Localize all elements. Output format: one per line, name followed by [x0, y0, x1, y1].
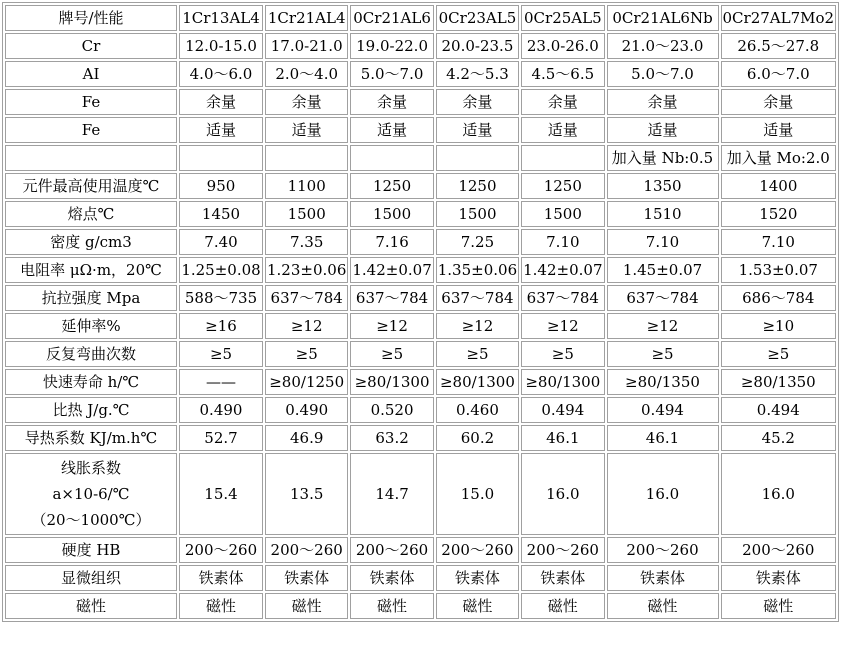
table-cell: 适量: [179, 117, 263, 143]
row-label: 熔点℃: [5, 201, 177, 227]
table-row: [5, 201, 836, 227]
table-cell: 铁素体: [607, 565, 719, 591]
table-cell: 磁性: [436, 593, 519, 619]
table-cell: 铁素体: [265, 565, 348, 591]
table-cell: 1400: [721, 173, 837, 199]
table-row: [5, 145, 836, 171]
table-cell: 200～260: [350, 537, 433, 563]
table-cell: 适量: [607, 117, 719, 143]
table-cell: 余量: [265, 89, 348, 115]
table-cell: ——: [179, 369, 263, 395]
table-cell: ≥80/1300: [521, 369, 604, 395]
table-cell: 适量: [265, 117, 348, 143]
table-cell: 6.0～7.0: [721, 61, 837, 87]
table-cell: 适量: [350, 117, 433, 143]
table-cell: 52.7: [179, 425, 263, 451]
table-cell: 26.5～27.8: [721, 33, 837, 59]
expansion-row: [5, 453, 836, 535]
table-cell: 1250: [436, 173, 519, 199]
table-cell: 588～735: [179, 285, 263, 311]
table-cell: ≥5: [436, 341, 519, 367]
table-cell: 余量: [521, 89, 604, 115]
table-cell: 23.0-26.0: [521, 33, 604, 59]
row-label: 元件最高使用温度℃: [5, 173, 177, 199]
row-label: 电阻率 μΩ·m，20℃: [5, 257, 177, 283]
table-cell: 0.460: [436, 397, 519, 423]
table-cell: 16.0: [521, 453, 604, 535]
table-cell: 4.0～6.0: [179, 61, 263, 87]
table-cell: 铁素体: [350, 565, 433, 591]
table-cell: 637～784: [265, 285, 348, 311]
table-cell: 余量: [721, 89, 837, 115]
table-cell: 0.494: [721, 397, 837, 423]
table-row: [5, 285, 836, 311]
grade-header: 0Cr25AL5: [521, 5, 604, 31]
row-label: 导热系数 KJ/m.h℃: [5, 425, 177, 451]
table-cell: ≥5: [265, 341, 348, 367]
table-cell: 磁性: [607, 593, 719, 619]
table-cell: 适量: [721, 117, 837, 143]
table-cell: 1500: [436, 201, 519, 227]
table-cell: 4.2～5.3: [436, 61, 519, 87]
table-row: [5, 61, 836, 87]
table-cell: 1.35±0.06: [436, 257, 519, 283]
row-label: 反复弯曲次数: [5, 341, 177, 367]
table-cell: 200～260: [521, 537, 604, 563]
table-cell: [521, 145, 604, 171]
row-label: [5, 453, 177, 535]
table-cell: 200～260: [436, 537, 519, 563]
spec-table-wrapper: [2, 2, 839, 622]
table-cell: 磁性: [521, 593, 604, 619]
table-cell: ≥12: [521, 313, 604, 339]
table-row: [5, 593, 836, 619]
table-cell: ≥80/1350: [607, 369, 719, 395]
table-cell: 1500: [350, 201, 433, 227]
table-cell: [350, 145, 433, 171]
table-cell: 46.9: [265, 425, 348, 451]
table-cell: 1.25±0.08: [179, 257, 263, 283]
table-cell: 0.490: [179, 397, 263, 423]
grade-header: 1Cr21AL4: [265, 5, 348, 31]
row-label: 显微组织: [5, 565, 177, 591]
row-label: 硬度 HB: [5, 537, 177, 563]
table-cell: 铁素体: [179, 565, 263, 591]
table-cell: 余量: [179, 89, 263, 115]
table-cell: 7.16: [350, 229, 433, 255]
table-cell: 637～784: [607, 285, 719, 311]
grade-header: 0Cr23AL5: [436, 5, 519, 31]
table-cell: 16.0: [721, 453, 837, 535]
table-cell: ≥10: [721, 313, 837, 339]
table-cell: 4.5～6.5: [521, 61, 604, 87]
table-cell: 1.45±0.07: [607, 257, 719, 283]
table-cell: 0.490: [265, 397, 348, 423]
table-cell: 7.10: [521, 229, 604, 255]
table-cell: 加入量 Nb:0.5: [607, 145, 719, 171]
table-cell: 12.0-15.0: [179, 33, 263, 59]
table-cell: ≥5: [721, 341, 837, 367]
table-cell: 1510: [607, 201, 719, 227]
table-cell: 余量: [607, 89, 719, 115]
table-row: [5, 313, 836, 339]
header-label: 牌号/性能: [5, 5, 177, 31]
row-label: 密度 g/cm3: [5, 229, 177, 255]
table-cell: 45.2: [721, 425, 837, 451]
table-cell: 7.35: [265, 229, 348, 255]
table-cell: 63.2: [350, 425, 433, 451]
table-cell: 637～784: [521, 285, 604, 311]
table-row: [5, 565, 836, 591]
row-label: AI: [5, 61, 177, 87]
table-cell: ≥80/1300: [436, 369, 519, 395]
table-cell: 5.0～7.0: [350, 61, 433, 87]
table-row: [5, 117, 836, 143]
row-label: Fe: [5, 89, 177, 115]
grade-header: 0Cr27AL7Mo2: [721, 5, 837, 31]
table-row: [5, 229, 836, 255]
table-row: [5, 425, 836, 451]
table-cell: ≥12: [265, 313, 348, 339]
table-cell: 15.0: [436, 453, 519, 535]
table-cell: 15.4: [179, 453, 263, 535]
alloy-spec-table: [2, 2, 839, 622]
table-cell: 14.7: [350, 453, 433, 535]
table-cell: 21.0～23.0: [607, 33, 719, 59]
table-cell: ≥80/1250: [265, 369, 348, 395]
table-cell: 60.2: [436, 425, 519, 451]
header-row: [5, 5, 836, 31]
grade-header: 0Cr21AL6Nb: [607, 5, 719, 31]
table-cell: 1.42±0.07: [521, 257, 604, 283]
grade-header: 1Cr13AL4: [179, 5, 263, 31]
table-cell: [265, 145, 348, 171]
table-row: [5, 257, 836, 283]
table-cell: 1520: [721, 201, 837, 227]
table-cell: 1.53±0.07: [721, 257, 837, 283]
row-label: 比热 J/g.℃: [5, 397, 177, 423]
table-cell: 余量: [350, 89, 433, 115]
table-cell: 1.23±0.06: [265, 257, 348, 283]
row-label: [5, 145, 177, 171]
table-cell: 0.520: [350, 397, 433, 423]
table-cell: 16.0: [607, 453, 719, 535]
table-row: [5, 397, 836, 423]
row-label: 快速寿命 h/℃: [5, 369, 177, 395]
table-cell: 1350: [607, 173, 719, 199]
table-row: [5, 173, 836, 199]
table-cell: [436, 145, 519, 171]
table-cell: 1250: [350, 173, 433, 199]
table-cell: 1250: [521, 173, 604, 199]
table-cell: 46.1: [607, 425, 719, 451]
table-cell: 1500: [265, 201, 348, 227]
table-cell: 637～784: [436, 285, 519, 311]
table-cell: ≥5: [607, 341, 719, 367]
table-cell: 磁性: [179, 593, 263, 619]
table-cell: ≥16: [179, 313, 263, 339]
table-cell: ≥80/1300: [350, 369, 433, 395]
table-cell: 7.10: [721, 229, 837, 255]
row-label-line: a×10-6/℃: [52, 485, 130, 503]
table-cell: 19.0-22.0: [350, 33, 433, 59]
table-cell: 磁性: [721, 593, 837, 619]
table-cell: 铁素体: [436, 565, 519, 591]
table-cell: [179, 145, 263, 171]
table-cell: 1.42±0.07: [350, 257, 433, 283]
table-cell: 0.494: [521, 397, 604, 423]
table-row: [5, 341, 836, 367]
table-cell: 17.0-21.0: [265, 33, 348, 59]
table-cell: 13.5: [265, 453, 348, 535]
table-cell: 950: [179, 173, 263, 199]
table-cell: ≥80/1350: [721, 369, 837, 395]
table-cell: 1100: [265, 173, 348, 199]
table-cell: 7.40: [179, 229, 263, 255]
table-cell: 200～260: [607, 537, 719, 563]
table-cell: 余量: [436, 89, 519, 115]
table-cell: 加入量 Mo:2.0: [721, 145, 837, 171]
table-cell: 2.0～4.0: [265, 61, 348, 87]
table-cell: 适量: [521, 117, 604, 143]
grade-header: 0Cr21AL6: [350, 5, 433, 31]
table-row: [5, 537, 836, 563]
table-row: [5, 369, 836, 395]
table-row: [5, 89, 836, 115]
table-cell: 磁性: [350, 593, 433, 619]
table-cell: 适量: [436, 117, 519, 143]
table-cell: 5.0～7.0: [607, 61, 719, 87]
table-cell: 1450: [179, 201, 263, 227]
table-cell: 200～260: [265, 537, 348, 563]
table-cell: 7.10: [607, 229, 719, 255]
row-label-line: （20～1000℃）: [31, 511, 151, 529]
row-label: Cr: [5, 33, 177, 59]
table-cell: 7.25: [436, 229, 519, 255]
table-cell: 200～260: [179, 537, 263, 563]
row-label: 抗拉强度 Mpa: [5, 285, 177, 311]
row-label: Fe: [5, 117, 177, 143]
table-cell: 铁素体: [721, 565, 837, 591]
table-cell: 637～784: [350, 285, 433, 311]
row-label: 延伸率%: [5, 313, 177, 339]
table-cell: ≥12: [436, 313, 519, 339]
table-cell: ≥5: [179, 341, 263, 367]
table-cell: ≥12: [350, 313, 433, 339]
table-cell: 1500: [521, 201, 604, 227]
table-cell: 磁性: [265, 593, 348, 619]
table-cell: ≥5: [521, 341, 604, 367]
table-cell: 20.0-23.5: [436, 33, 519, 59]
table-cell: ≥5: [350, 341, 433, 367]
table-cell: ≥12: [607, 313, 719, 339]
table-row: [5, 33, 836, 59]
table-cell: 铁素体: [521, 565, 604, 591]
table-cell: 46.1: [521, 425, 604, 451]
row-label-line: 线胀系数: [60, 459, 121, 477]
table-cell: 0.494: [607, 397, 719, 423]
table-cell: 200～260: [721, 537, 837, 563]
table-cell: 686～784: [721, 285, 837, 311]
row-label: 磁性: [5, 593, 177, 619]
